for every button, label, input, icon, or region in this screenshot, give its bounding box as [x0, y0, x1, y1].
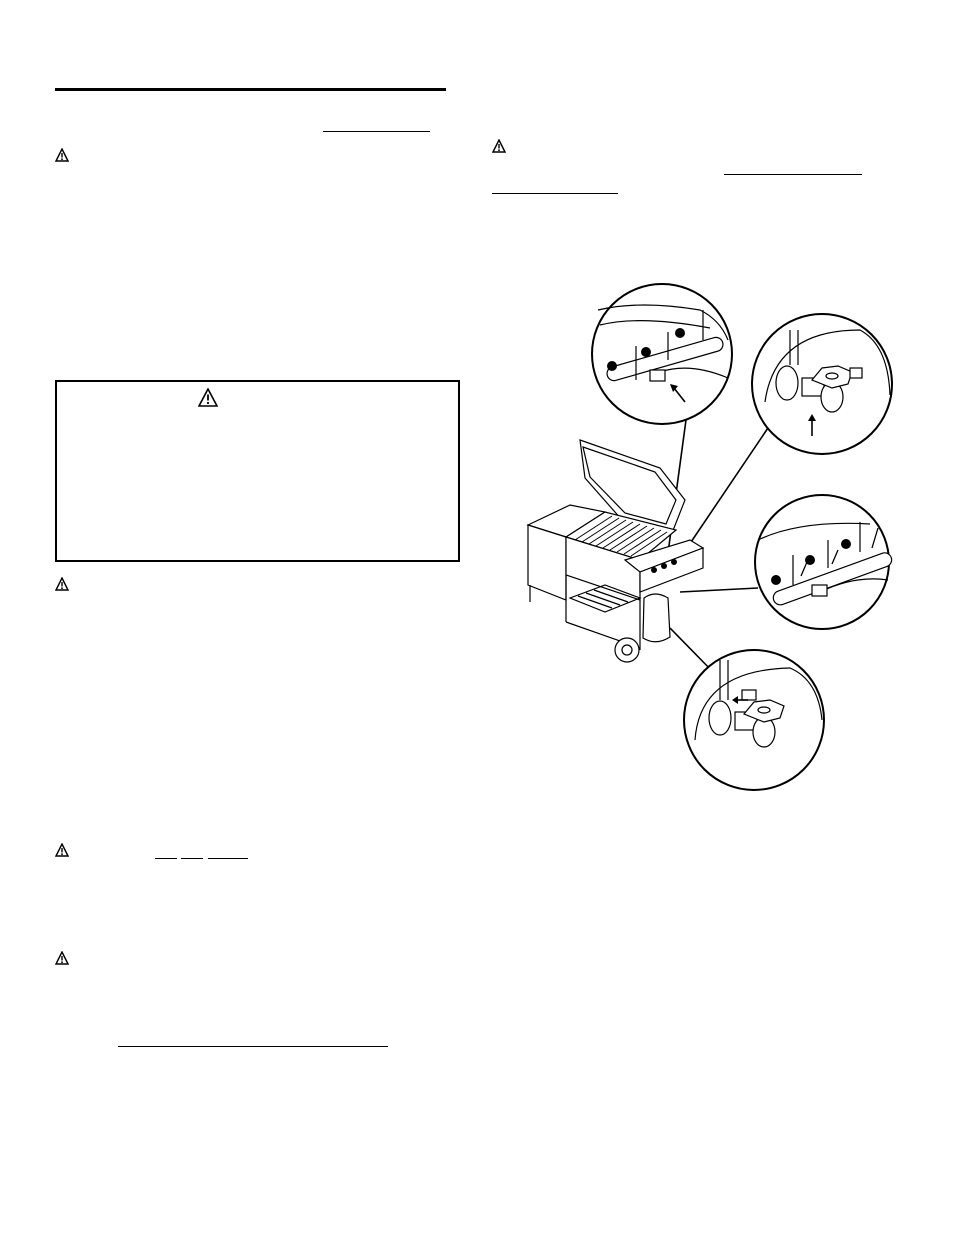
warning-triangle-icon — [55, 951, 69, 965]
callout-manifold-bottom — [755, 495, 894, 629]
text-underline-3 — [181, 858, 203, 859]
grill-body — [528, 440, 703, 662]
section-title-rule — [55, 88, 446, 91]
text-underline-2 — [155, 858, 177, 859]
text-underline-1 — [323, 131, 430, 132]
warning-triangle-icon — [55, 843, 69, 857]
warning-box — [55, 380, 460, 562]
callout-manifold-top — [592, 284, 732, 424]
warning-triangle-icon — [55, 577, 69, 591]
callout-valve-bottom — [684, 650, 824, 790]
warning-triangle-icon — [55, 148, 69, 162]
grill-illustration — [500, 270, 920, 810]
callout-valve-top — [752, 314, 892, 454]
warning-triangle-icon — [492, 139, 506, 153]
text-underline-6 — [724, 174, 862, 175]
warning-triangle-icon — [198, 388, 218, 407]
text-underline-4 — [208, 858, 248, 859]
text-underline-5 — [118, 1046, 388, 1047]
text-underline-7 — [492, 193, 618, 194]
